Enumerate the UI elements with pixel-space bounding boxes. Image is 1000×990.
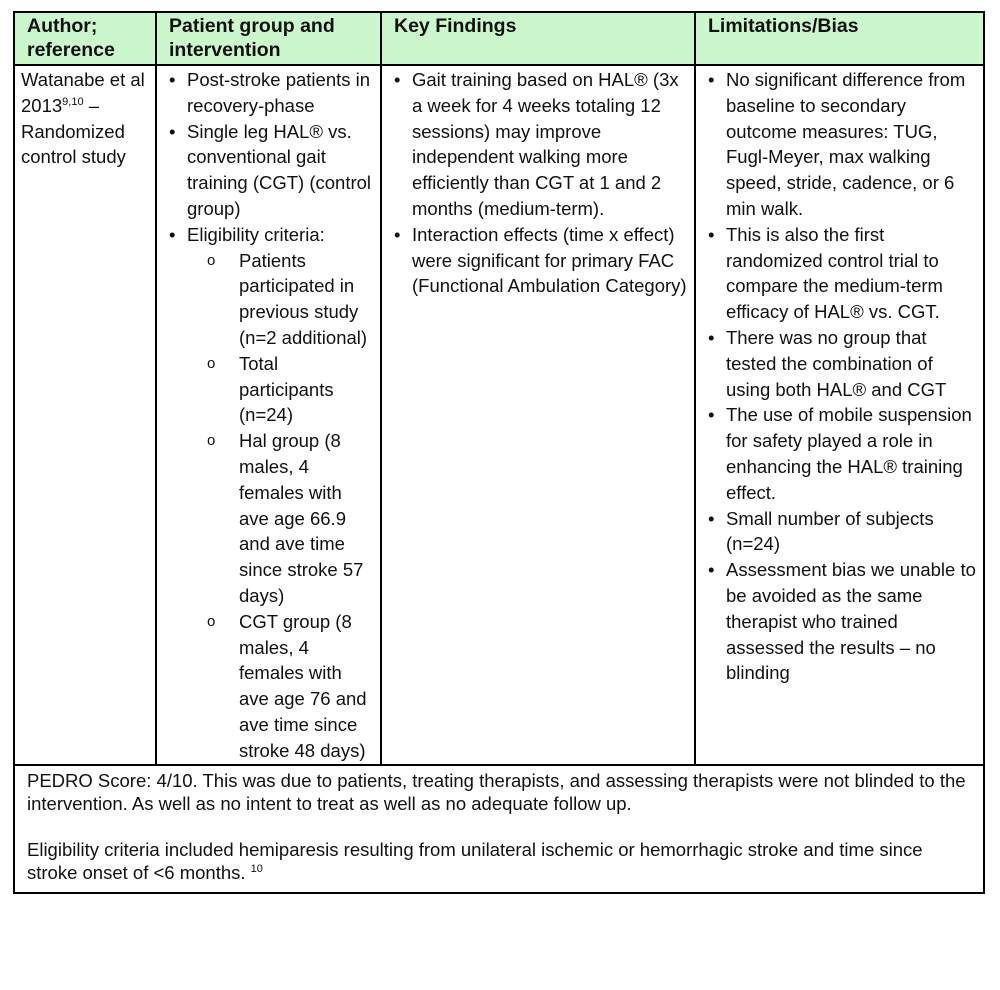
patient-group-list: [163, 67, 374, 764]
pedro-score-note: PEDRO Score: 4/10. This was due to patients, treating therapists, and assessing therapists were not blinded to the intervention. As well as no intent to treat as well as no adequate follow up.: [27, 769, 966, 814]
list-item: • Single leg HAL® vs. conventional gait training (CGT) (control group): [163, 119, 374, 222]
list-item: • Post-stroke patients in recovery-phase: [163, 67, 374, 119]
evidence-table: [13, 11, 985, 894]
eligibility-note: [27, 838, 971, 884]
sub-list-item: o CGT group (8 males, 4 females with ave age 76 and ave time since stroke 48 days): [187, 609, 374, 764]
footer-cell: [14, 765, 984, 893]
header-author: Author; reference: [14, 12, 156, 65]
list-item: [163, 222, 374, 764]
key-findings-list: [388, 67, 688, 299]
list-item: • Interaction effects (time x effect) were significant for primary FAC (Functional Ambulation Category): [388, 222, 688, 299]
sub-list-item: o Total participants (n=24): [187, 351, 374, 428]
list-item: • Assessment bias we unable to be avoided as the same therapist who trained assessed the results – no blinding: [702, 557, 977, 686]
list-item: • Gait training based on HAL® (3x a week for 4 weeks totaling 12 sessions) may improve independent walking more efficiently than CGT at 1 and 2 months (medium-term).: [388, 67, 688, 222]
header-patient-group: Patient group and intervention: [156, 12, 381, 65]
limitations-cell: [695, 65, 984, 765]
list-item: • There was no group that tested the combination of using both HAL® and CGT: [702, 325, 977, 402]
header-limitations: Limitations/Bias: [695, 12, 984, 65]
author-refs: 9,10: [62, 95, 84, 108]
eligibility-heading: Eligibility criteria:: [187, 223, 325, 245]
sub-list-item: o Patients participated in previous study (n=2 additional): [187, 248, 374, 351]
list-item: • The use of mobile suspension for safety played a role in enhancing the HAL® training effect.: [702, 402, 977, 505]
limitations-list: [702, 67, 977, 686]
header-key-findings: Key Findings: [381, 12, 695, 65]
footer-row: [14, 765, 984, 893]
eligibility-ref: 10: [250, 862, 263, 875]
list-item: • This is also the first randomized control trial to compare the medium-term efficacy of HAL® vs. CGT.: [702, 222, 977, 325]
patient-group-cell: [156, 65, 381, 765]
sub-list-item: o Hal group (8 males, 4 females with ave age 66.9 and ave time since stroke 57 days): [187, 428, 374, 609]
author-name: Watanabe et al 2013: [21, 69, 145, 116]
list-item: • Small number of subjects (n=24): [702, 506, 977, 558]
list-item: • No significant difference from baseline to secondary outcome measures: TUG, Fugl-Meyer, max walking speed, stride, cadence, or 6 min walk.: [702, 67, 977, 222]
eligibility-sublist: [187, 248, 374, 764]
key-findings-cell: [381, 65, 695, 765]
study-type: – Randomized control study: [21, 94, 126, 168]
eligibility-text: Eligibility criteria included hemiparesis resulting from unilateral ischemic or hemorrhagic stroke and time since stroke onset of <6 months.: [27, 838, 923, 883]
author-cell: [14, 65, 156, 765]
header-row: [14, 12, 984, 65]
study-row: [14, 65, 984, 765]
